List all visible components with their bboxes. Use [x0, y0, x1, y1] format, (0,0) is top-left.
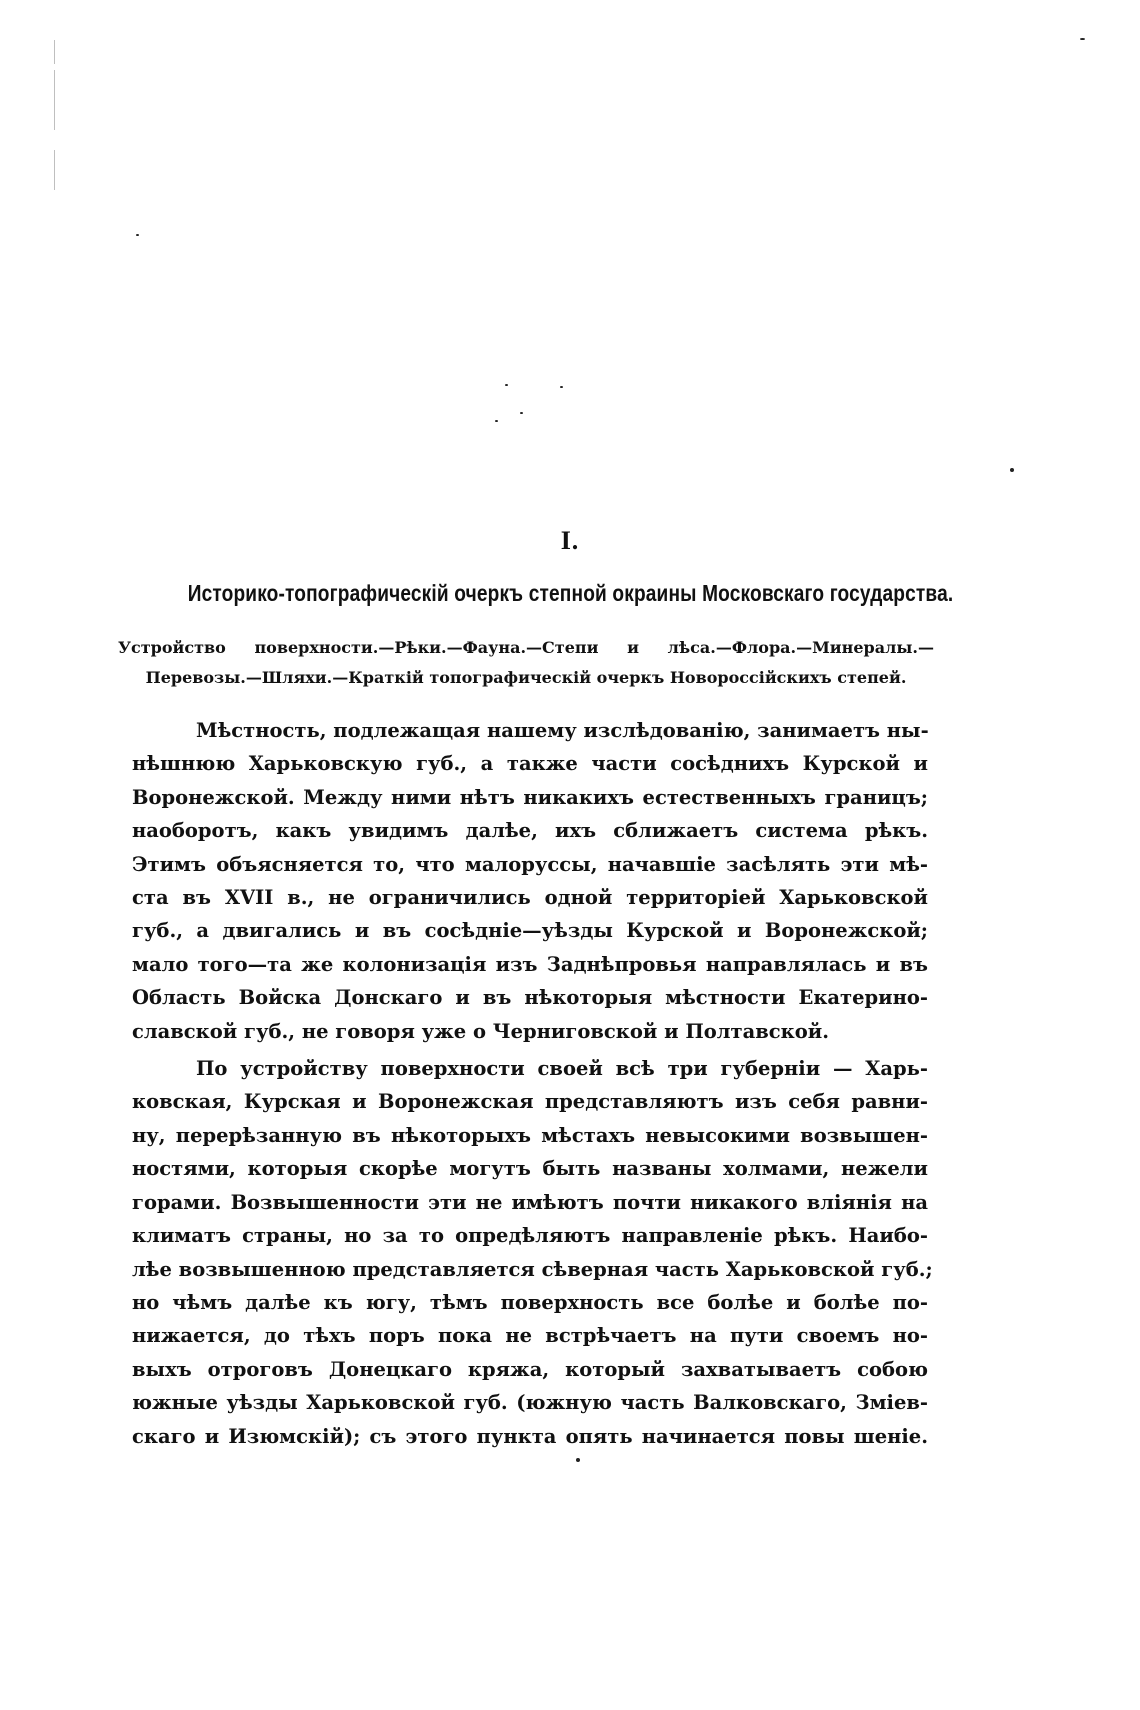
text-line: наоборотъ, какъ увидимъ далѣе, ихъ сближаетъ система рѣкъ.: [132, 819, 928, 843]
scan-speck: [1010, 468, 1014, 472]
text-line: ну, перерѣзанную въ нѣкоторыхъ мѣстахъ невысокими возвышен-: [132, 1123, 928, 1147]
text-line: лѣе возвышенною представляется сѣверная часть Харьковской губ.;: [132, 1257, 933, 1281]
text-line: ста въ XVII в., не ограничились одной территоріей Харьковской: [132, 886, 928, 910]
scan-speck: [136, 234, 139, 236]
scan-edge-mark: [54, 40, 55, 64]
paragraph: [132, 714, 928, 1048]
text-line: славской губ., не говоря уже о Черниговской и Полтавской.: [132, 1019, 830, 1043]
scan-speck: [505, 384, 508, 386]
text-line: но чѣмъ далѣе къ югу, тѣмъ поверхность все болѣе и болѣе по-: [132, 1290, 928, 1314]
text-line: ностями, которыя скорѣе могутъ быть названы холмами, нежели: [132, 1157, 928, 1181]
scan-speck: [495, 420, 498, 422]
scan-speck: [1080, 38, 1085, 40]
text-line: выхъ отроговъ Донецкаго кряжа, который захватываетъ собою: [132, 1357, 928, 1381]
text-line: По устройству поверхности своей всѣ три губерніи — Харь-: [196, 1057, 928, 1081]
text-line: Мѣстность, подлежащая нашему изслѣдованію, занимаетъ ны-: [196, 719, 929, 742]
text-line: горами. Возвышенности эти не имѣютъ почти никакого вліянія на: [132, 1190, 928, 1214]
text-line: скаго и Изюмскій); съ этого пункта опять начинается повы шеніе.: [132, 1424, 928, 1448]
text-line: ковская, Курская и Воронежская представляютъ изъ себя равни-: [132, 1090, 928, 1114]
scan-speck: [560, 386, 563, 388]
text-line: Этимъ объясняется то, что малоруссы, начавшіе засѣлять эти мѣ-: [132, 852, 928, 876]
text-line: нѣшнюю Харьковскую губ., а также части сосѣднихъ Курской и: [132, 752, 928, 776]
text-line: мало того—та же колонизація изъ Заднѣпровья направлялась и въ: [132, 952, 928, 976]
text-line: Воронежской. Между ними нѣтъ никакихъ естественныхъ границъ;: [132, 785, 928, 809]
paragraph: [132, 1052, 933, 1453]
text-line: нижается, до тѣхъ поръ пока не встрѣчаетъ на пути своемъ но-: [132, 1324, 928, 1348]
text-line: Область Войска Донскаго и въ нѣкоторыя мѣстности Екатерино-: [132, 986, 928, 1010]
scan-edge-mark: [54, 150, 55, 190]
scan-edge-mark: [54, 70, 55, 130]
body-text: [132, 714, 933, 1453]
chapter-summary: [118, 633, 934, 693]
chapter-number: I.: [560, 526, 580, 555]
scan-speck: [520, 412, 523, 414]
summary-line: Устройство поверхности.—Рѣки.—Фауна.—Степи и лѣса.—Флора.—Минералы.—: [118, 638, 934, 657]
text-line: губ., а двигались и въ сосѣдніе—уѣзды Курской и Воронежской;: [132, 919, 928, 943]
summary-line: Перевозы.—Шляхи.—Краткій топографическій очеркъ Новороссійскихъ степей.: [145, 668, 907, 687]
text-line: климатъ страны, но за то опредѣляютъ направленіе рѣкъ. Наибо-: [132, 1224, 928, 1248]
text-line: южные уѣзды Харьковской губ. (южную часть Валковскаго, Зміев-: [132, 1391, 928, 1415]
scan-speck: [576, 1458, 580, 1462]
chapter-title: Историко-топографическій очеркъ степной окраины Московскаго государства.: [187, 580, 954, 606]
